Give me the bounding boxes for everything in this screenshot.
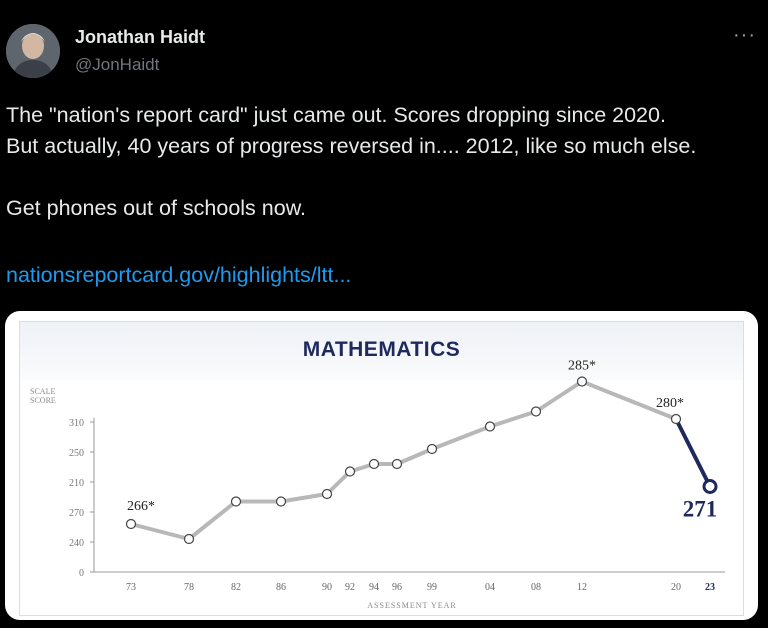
data-label: 280* (656, 396, 684, 411)
data-label: 285* (568, 358, 596, 374)
data-point (346, 467, 355, 476)
chart-panel (19, 321, 744, 616)
x-tick-label: 73 (126, 582, 136, 593)
data-point (393, 460, 402, 469)
data-point (486, 422, 495, 431)
data-point (704, 481, 716, 493)
chart-title: MATHEMATICS (302, 338, 461, 361)
y-tick-label: 270 (69, 508, 84, 519)
x-axis-label: ASSESSMENT YEAR (367, 601, 457, 610)
x-tick-label: 08 (531, 582, 541, 593)
tweet-line: Get phones out of schools now. (6, 196, 307, 220)
data-point (185, 535, 194, 544)
x-tick-label: 12 (577, 582, 587, 593)
x-tick-label: 23 (705, 582, 715, 593)
tweet-text (6, 100, 761, 224)
x-tick-label: 94 (369, 582, 379, 593)
y-tick-label: 250 (69, 448, 84, 459)
x-tick-label: 90 (322, 582, 332, 593)
author-name[interactable]: Jonathan Haidt (75, 27, 206, 47)
data-point (578, 377, 587, 386)
data-label: 266* (127, 499, 155, 514)
series-line (131, 382, 676, 540)
x-tick-label: 96 (392, 582, 402, 593)
y-tick-label: 0 (79, 568, 84, 579)
x-tick-label: 82 (231, 582, 241, 593)
avatar-image (6, 24, 60, 78)
y-axis-label: SCALE (30, 387, 56, 396)
y-tick-label: 210 (69, 478, 84, 489)
data-point (127, 520, 136, 529)
more-options-icon[interactable]: ··· (733, 24, 756, 46)
y-tick-label: 240 (69, 538, 84, 549)
tweet-line: But actually, 40 years of progress reversed in.... 2012, like so much else. (6, 134, 697, 158)
x-tick-label: 92 (345, 582, 355, 593)
data-point (232, 497, 241, 506)
avatar[interactable] (6, 24, 60, 78)
math-chart (20, 322, 743, 615)
data-point (370, 460, 379, 469)
x-tick-label: 78 (184, 582, 194, 593)
data-label: 271 (682, 496, 718, 522)
data-point (323, 490, 332, 499)
chart-image-card[interactable] (5, 311, 758, 620)
tweet-line: The "nation's report card" just came out. Scores dropping since 2020. (6, 103, 666, 127)
x-tick-label: 86 (276, 582, 286, 593)
x-tick-label: 99 (427, 582, 437, 593)
series-line-highlight (676, 419, 710, 487)
x-tick-label: 04 (485, 582, 495, 593)
author-handle[interactable]: @JonHaidt (75, 55, 160, 74)
data-point (277, 497, 286, 506)
x-tick-label: 20 (671, 582, 681, 593)
data-point (428, 445, 437, 454)
y-tick-label: 310 (69, 418, 84, 429)
y-axis-label: SCORE (30, 396, 56, 405)
tweet-link[interactable]: nationsreportcard.gov/highlights/ltt... (6, 263, 352, 287)
data-point (672, 415, 681, 424)
data-point (532, 407, 541, 416)
